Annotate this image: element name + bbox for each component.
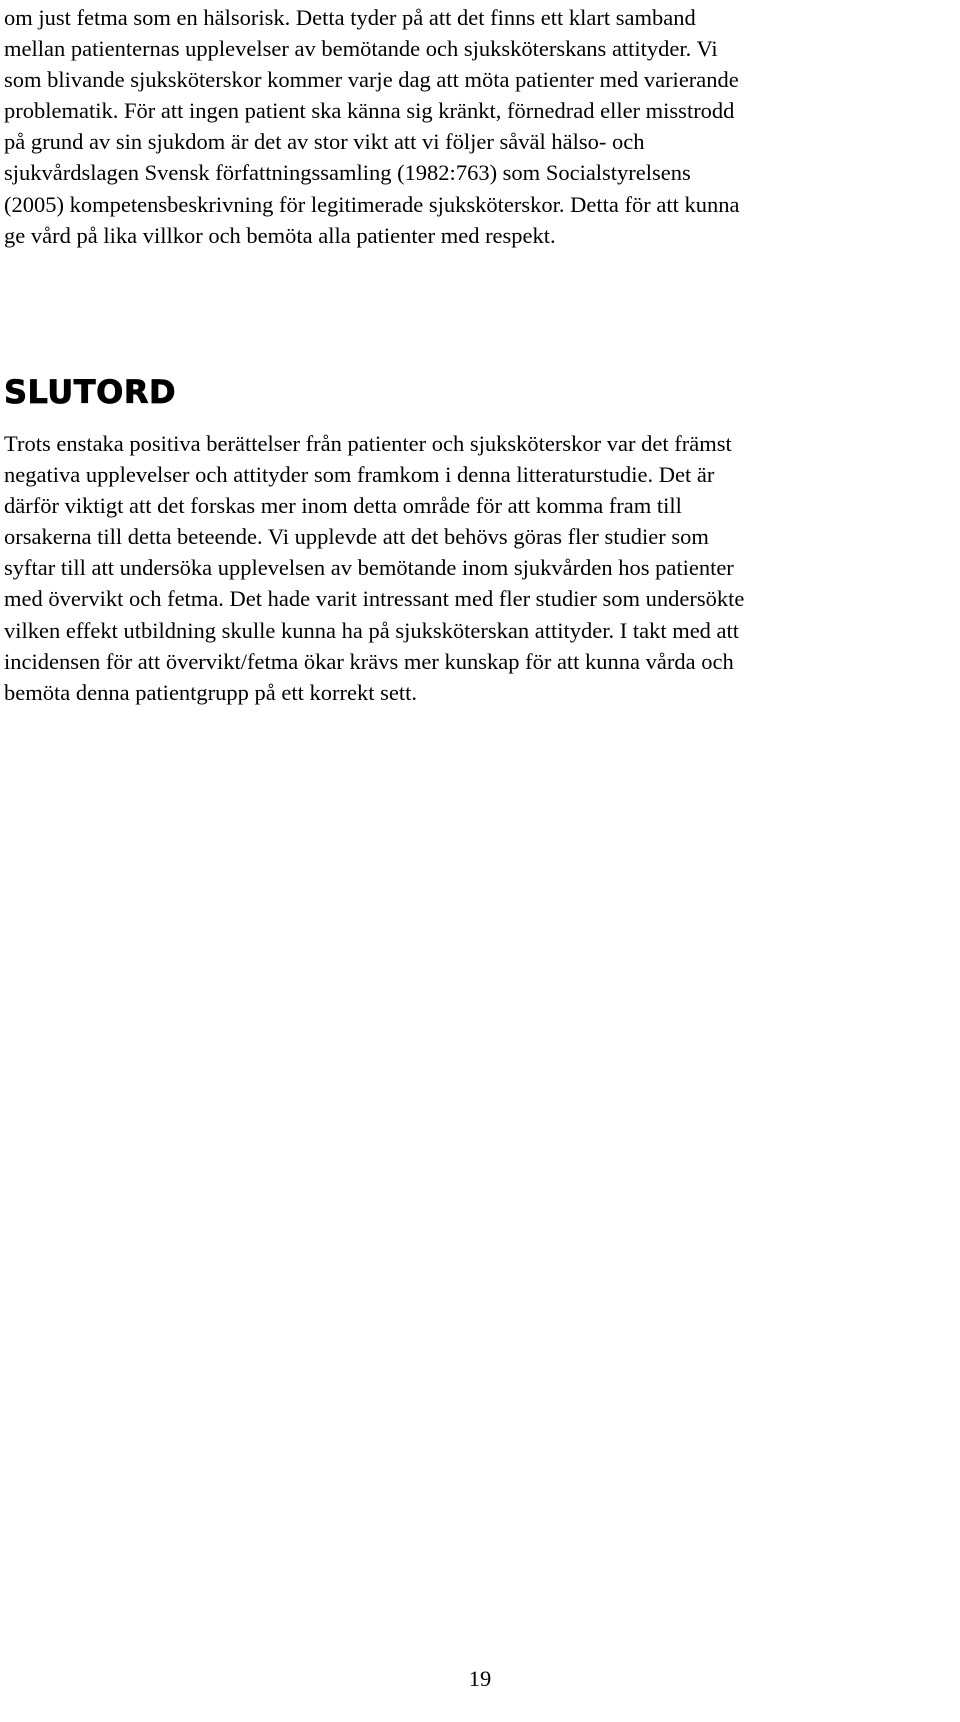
text-line: på grund av sin sjukdom är det av stor vikt att vi följer såväl hälso- och	[4, 129, 645, 155]
text-line: negativa upplevelser och attityder som framkom i denna litteraturstudie. Det är	[4, 462, 715, 488]
text-line: incidensen för att övervikt/fetma ökar krävs mer kunskap för att kunna vårda och	[4, 648, 734, 674]
text-line: orsakerna till detta beteende. Vi upplevde att det behövs göras fler studier som	[4, 524, 709, 550]
text-line: mellan patienternas upplevelser av bemötande och sjuksköterskans attityder. Vi	[4, 36, 718, 62]
text-line: (2005) kompetensbeskrivning för legitimerade sjuksköterskor. Detta för att kunna	[4, 191, 740, 217]
section-heading: SLUTORD	[4, 373, 177, 411]
text-line: därför viktigt att det forskas mer inom detta område för att komma fram till	[4, 493, 682, 519]
text-line: om just fetma som en hälsorisk. Detta tyder på att det finns ett klart samband	[4, 5, 696, 30]
text-line: med övervikt och fetma. Det hade varit intressant med fler studier som undersökte	[4, 586, 745, 612]
text-line: problematik. För att ingen patient ska känna sig kränkt, förnedrad eller misstrodd	[4, 98, 735, 124]
text-line: Trots enstaka positiva berättelser från patienter och sjuksköterskor var det främst	[4, 431, 732, 456]
page-number: 19	[468, 1666, 492, 1691]
text-line: vilken effekt utbildning skulle kunna ha på sjuksköterskan attityder. I takt med att	[4, 617, 740, 643]
body-paragraph-intro	[4, 2, 954, 251]
text-line: syftar till att undersöka upplevelsen av bemötande inom sjukvården hos patienter	[4, 555, 734, 581]
text-line: bemöta denna patientgrupp på ett korrekt sett.	[4, 679, 417, 705]
text-line: ge vård på lika villkor och bemöta alla patienter med respekt.	[4, 222, 556, 248]
text-line: som blivande sjuksköterskor kommer varje dag att möta patienter med varierande	[4, 67, 739, 93]
body-paragraph-slutord	[4, 428, 954, 708]
text-line: sjukvårdslagen Svensk författningssamling (1982:763) som Socialstyrelsens	[4, 160, 691, 186]
